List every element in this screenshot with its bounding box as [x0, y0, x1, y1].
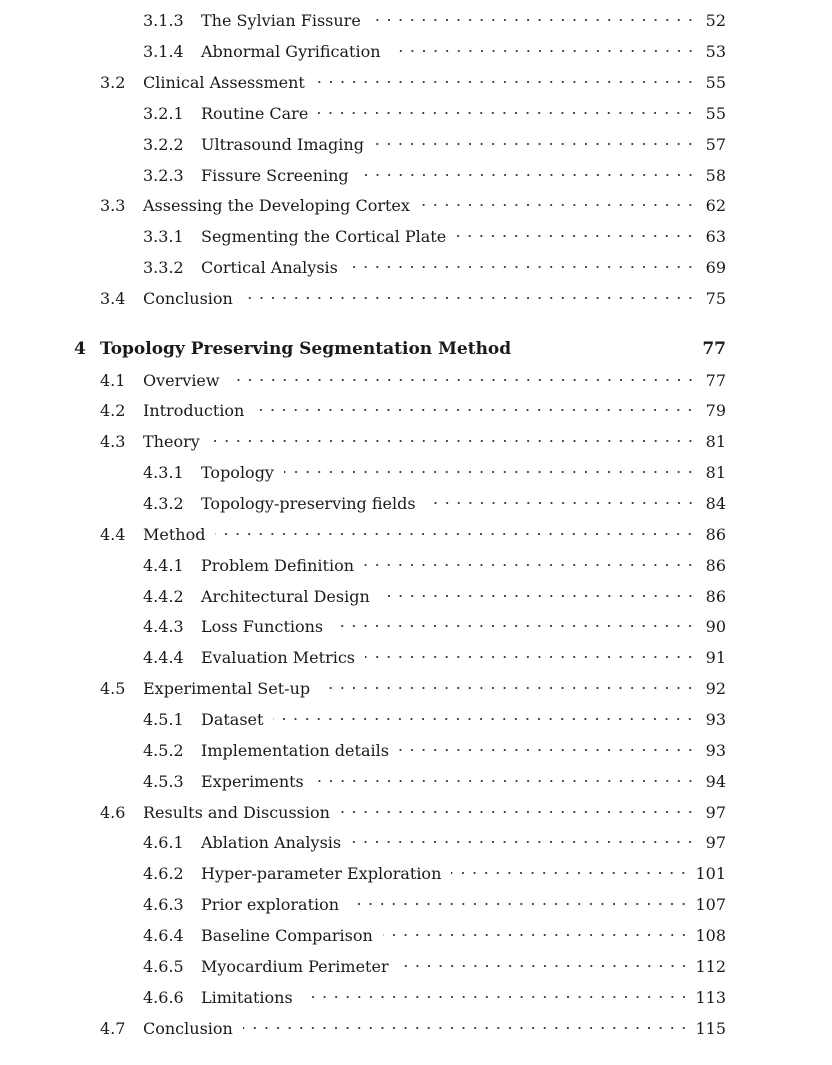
page-number: 107: [695, 894, 726, 914]
dot-leader: [380, 589, 696, 603]
dot-leader: [243, 1021, 690, 1035]
section-number: 3.2.3: [143, 165, 184, 185]
dot-leader: [364, 558, 696, 572]
dot-leader: [399, 959, 690, 973]
toc-entry: [143, 7, 726, 33]
section-title: Routine Care: [201, 103, 309, 123]
section-title: Clinical Assessment: [143, 72, 305, 92]
section-number: 4.6.6: [143, 987, 184, 1007]
section-title: Ablation Analysis: [201, 832, 342, 852]
dot-leader: [340, 805, 696, 819]
section-title: Baseline Comparison: [201, 925, 373, 945]
section-number: 4.7: [100, 1018, 126, 1038]
section-title: Myocardium Perimeter: [201, 956, 389, 976]
page-number: 57: [705, 134, 726, 154]
section-title: Results and Discussion: [143, 802, 330, 822]
dot-leader: [426, 496, 696, 510]
section-title: Loss Functions: [201, 616, 324, 636]
page-number: 53: [705, 41, 726, 61]
toc-entry: [100, 367, 726, 393]
toc-entry: [143, 459, 726, 485]
section-title: Conclusion: [143, 1018, 233, 1038]
dot-leader: [315, 75, 696, 89]
toc-entry: [100, 521, 726, 547]
toc-chapter-entry: [74, 336, 726, 362]
page-number: 77: [705, 370, 726, 390]
section-title: Assessing the Developing Cortex: [143, 195, 410, 215]
section-number: 4.5.3: [143, 771, 184, 791]
page-number: 79: [705, 400, 726, 420]
toc-entry: [100, 192, 726, 218]
toc-entry: [143, 829, 726, 855]
section-number: 4.5.2: [143, 740, 184, 760]
page-number: 81: [705, 431, 726, 451]
toc-entry: [100, 799, 726, 825]
toc-entry: [100, 1015, 726, 1041]
dot-leader: [420, 198, 696, 212]
section-number: 4.3.2: [143, 493, 184, 513]
section-number: 4.3: [100, 431, 126, 451]
toc-entry: [143, 768, 726, 794]
section-number: 4.4.3: [143, 616, 184, 636]
page-number: 112: [695, 956, 726, 976]
dot-leader: [210, 434, 696, 448]
toc-entry: [143, 583, 726, 609]
section-title: Limitations: [201, 987, 293, 1007]
section-title: The Sylvian Fissure: [201, 10, 361, 30]
toc-entry: [100, 285, 726, 311]
section-title: Dataset: [201, 709, 264, 729]
dot-leader: [351, 835, 696, 849]
toc-entry: [143, 860, 726, 886]
page-number: 86: [705, 524, 726, 544]
section-number: 3.3.2: [143, 257, 184, 277]
page-number: 97: [705, 832, 726, 852]
chapter-number: 4: [74, 339, 86, 359]
section-title: Theory: [143, 431, 200, 451]
section-title: Hyper-parameter Exploration: [201, 863, 442, 883]
toc-entry: [100, 428, 726, 454]
section-title: Problem Definition: [201, 555, 355, 575]
dot-leader: [371, 13, 696, 27]
toc-entry: [143, 100, 726, 126]
section-title: Segmenting the Cortical Plate: [201, 226, 447, 246]
dot-leader: [303, 990, 690, 1004]
section-title: Experimental Set-up: [143, 678, 311, 698]
page-number: 86: [705, 555, 726, 575]
dot-leader: [284, 465, 696, 479]
dot-leader: [374, 137, 696, 151]
section-number: 4.6: [100, 802, 126, 822]
toc-entry: [143, 490, 726, 516]
dot-leader: [243, 291, 696, 305]
dot-leader: [273, 712, 696, 726]
section-number: 4.4.2: [143, 586, 184, 606]
page-number: 86: [705, 586, 726, 606]
toc-entry: [143, 706, 726, 732]
section-number: 4.5: [100, 678, 126, 698]
section-title: Fissure Screening: [201, 165, 349, 185]
section-title: Conclusion: [143, 288, 233, 308]
section-number: 3.4: [100, 288, 126, 308]
section-number: 3.3: [100, 195, 126, 215]
section-number: 4.4.1: [143, 555, 184, 575]
dot-leader: [349, 897, 689, 911]
section-title: Introduction: [143, 400, 245, 420]
dot-leader: [456, 229, 696, 243]
dot-leader: [359, 168, 696, 182]
page-number: 52: [705, 10, 726, 30]
page-number: 55: [705, 103, 726, 123]
dot-leader: [254, 403, 696, 417]
section-title: Evaluation Metrics: [201, 647, 356, 667]
toc-entry: [143, 922, 726, 948]
toc-entry: [143, 737, 726, 763]
section-number: 3.1.4: [143, 41, 184, 61]
section-number: 4.3.1: [143, 462, 184, 482]
toc-entry: [100, 675, 726, 701]
page-number: 90: [705, 616, 726, 636]
page-number: 93: [705, 709, 726, 729]
toc-entry: [143, 162, 726, 188]
dot-leader: [348, 260, 696, 274]
page-number: 94: [705, 771, 726, 791]
toc-entry: [143, 552, 726, 578]
page-number: 84: [705, 493, 726, 513]
dot-leader: [333, 619, 696, 633]
section-number: 3.1.3: [143, 10, 184, 30]
page-number: 91: [705, 647, 726, 667]
page-number: 108: [695, 925, 726, 945]
section-number: 4.2: [100, 400, 126, 420]
section-title: Abnormal Gyrification: [201, 41, 381, 61]
toc-entry: [143, 131, 726, 157]
page-number: 75: [705, 288, 726, 308]
toc-entry: [143, 38, 726, 64]
section-number: 4.1: [100, 370, 126, 390]
section-title: Method: [143, 524, 206, 544]
page-number: 115: [695, 1018, 726, 1038]
page-number: 101: [695, 863, 726, 883]
section-number: 4.4: [100, 524, 126, 544]
section-number: 4.4.4: [143, 647, 184, 667]
page-number: 69: [705, 257, 726, 277]
section-title: Architectural Design: [201, 586, 370, 606]
section-number: 3.2: [100, 72, 126, 92]
page-number: 97: [705, 802, 726, 822]
section-title: Topology: [201, 462, 274, 482]
page-number: 92: [705, 678, 726, 698]
section-number: 4.6.5: [143, 956, 184, 976]
chapter-spacer: [521, 342, 696, 356]
section-title: Prior exploration: [201, 894, 340, 914]
toc-entry: [100, 69, 726, 95]
toc-entry: [143, 891, 726, 917]
dot-leader: [320, 681, 696, 695]
page-number: 77: [702, 339, 726, 359]
page-number: 93: [705, 740, 726, 760]
dot-leader: [318, 106, 696, 120]
section-number: 4.6.3: [143, 894, 184, 914]
section-title: Cortical Analysis: [201, 257, 338, 277]
page-number: 58: [705, 165, 726, 185]
page-number: 55: [705, 72, 726, 92]
section-number: 4.6.1: [143, 832, 184, 852]
dot-leader: [451, 866, 689, 880]
section-number: 3.2.1: [143, 103, 184, 123]
section-title: Overview: [143, 370, 220, 390]
page-number: 63: [705, 226, 726, 246]
toc-entry: [143, 984, 726, 1010]
dot-leader: [314, 774, 696, 788]
dot-leader: [391, 44, 696, 58]
dot-leader: [365, 650, 696, 664]
page-number: 81: [705, 462, 726, 482]
section-number: 4.6.2: [143, 863, 184, 883]
toc-entry: [143, 644, 726, 670]
section-number: 4.6.4: [143, 925, 184, 945]
toc-entry: [143, 254, 726, 280]
dot-leader: [383, 928, 690, 942]
section-title: Topology-preserving fields: [201, 493, 416, 513]
section-number: 3.2.2: [143, 134, 184, 154]
page-number: 113: [695, 987, 726, 1007]
section-number: 4.5.1: [143, 709, 184, 729]
page-number: 62: [705, 195, 726, 215]
chapter-title: Topology Preserving Segmentation Method: [100, 339, 512, 359]
dot-leader: [399, 743, 696, 757]
dot-leader: [230, 373, 696, 387]
section-number: 3.3.1: [143, 226, 184, 246]
dot-leader: [215, 527, 696, 541]
toc-entry: [143, 613, 726, 639]
toc-entry: [143, 953, 726, 979]
section-title: Ultrasound Imaging: [201, 134, 364, 154]
section-title: Implementation details: [201, 740, 389, 760]
toc-entry: [100, 397, 726, 423]
toc-entry: [143, 223, 726, 249]
section-title: Experiments: [201, 771, 304, 791]
